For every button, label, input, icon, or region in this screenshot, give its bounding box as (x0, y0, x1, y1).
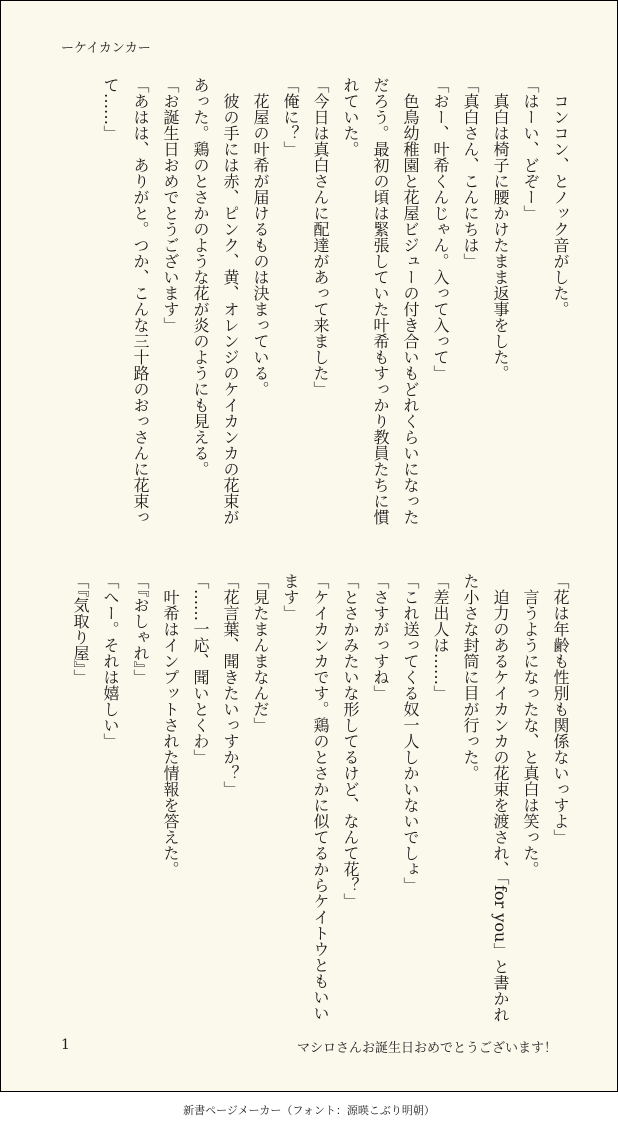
paragraph: 「花言葉、聞きたいっすか？」 (221, 573, 240, 797)
paragraph: 「おー、叶希くんじゃん。入って入って」 (431, 77, 450, 381)
paragraph: 色鳥幼稚園と花屋ビジューの付き合いもどれくらいになっただろう。最初の頃は緊張していた叶希もすっかり教員たちに慣れていた。 (341, 77, 420, 525)
paragraph: 言うようになったな、と真白は笑った。 (521, 573, 540, 877)
paragraph: コンコン、とノック音がした。 (551, 77, 570, 317)
paragraph: 「真白さん、こんにちは」 (461, 77, 480, 269)
paragraph: 真白は椅子に腰かけたまま返事をした。 (491, 77, 510, 381)
paragraph: 彼の手には赤、ピンク、黄、オレンジのケイカンカの花束があった。鶏のとさかのような花が炎のようにも見える。 (191, 77, 240, 525)
paragraph: 「俺に？」 (281, 77, 300, 157)
paragraph: 「はーい、どぞー」 (521, 77, 540, 221)
running-header: ーケイカンカー (61, 41, 151, 56)
running-footer-title: マシロさんお誕生日おめでとうございます！ (296, 1041, 557, 1056)
paragraph: 迫力のあるケイカンカの花束を渡され、「for you」と書かれた小さな封筒に目が行った。 (461, 573, 510, 1023)
page-number: 1 (61, 1037, 70, 1053)
paragraph: 「ケイカンカです。鶏のとさかに似てるからケイトウともいいます」 (281, 573, 330, 1021)
paragraph: 「これ送ってくる奴一人しかいないでしょ」 (401, 573, 420, 893)
paragraph: 「あはは、ありがと。つか、こんな三十路のおっさんに花束って……」 (101, 77, 150, 525)
paragraph: 「お誕生日おめでとうございます」 (161, 77, 180, 333)
paragraph: 「さすがっすね」 (371, 573, 390, 701)
paragraph: 「『気取り屋』」 (71, 573, 90, 685)
paragraph: 「見たまんまなんだ」 (251, 573, 270, 733)
paragraph: 花屋の叶希が届けるものは決まっている。 (251, 77, 270, 397)
paragraph: 叶希はインプットされた情報を答えた。 (161, 573, 180, 877)
paragraph: 「……一応、聞いとくわ」 (191, 573, 210, 765)
generator-caption: 新書ページメーカー（フォント：源暎こぶり明朝） (183, 1104, 435, 1117)
text-block-lower (53, 573, 575, 1025)
paragraph: 「差出人は……」 (431, 573, 450, 701)
paragraph: 「へー。それは嬉しい」 (101, 573, 120, 749)
paragraph: 「花は年齢も性別も関係ないっすよ」 (551, 573, 570, 845)
paragraph: 「とさかみたいな形してるけど、なんて花？」 (341, 573, 360, 909)
text-block-upper (53, 77, 575, 529)
paragraph: 「今日は真白さんに配達があって来ました」 (311, 77, 330, 397)
paragraph: 「『おしゃれ』」 (131, 573, 150, 685)
